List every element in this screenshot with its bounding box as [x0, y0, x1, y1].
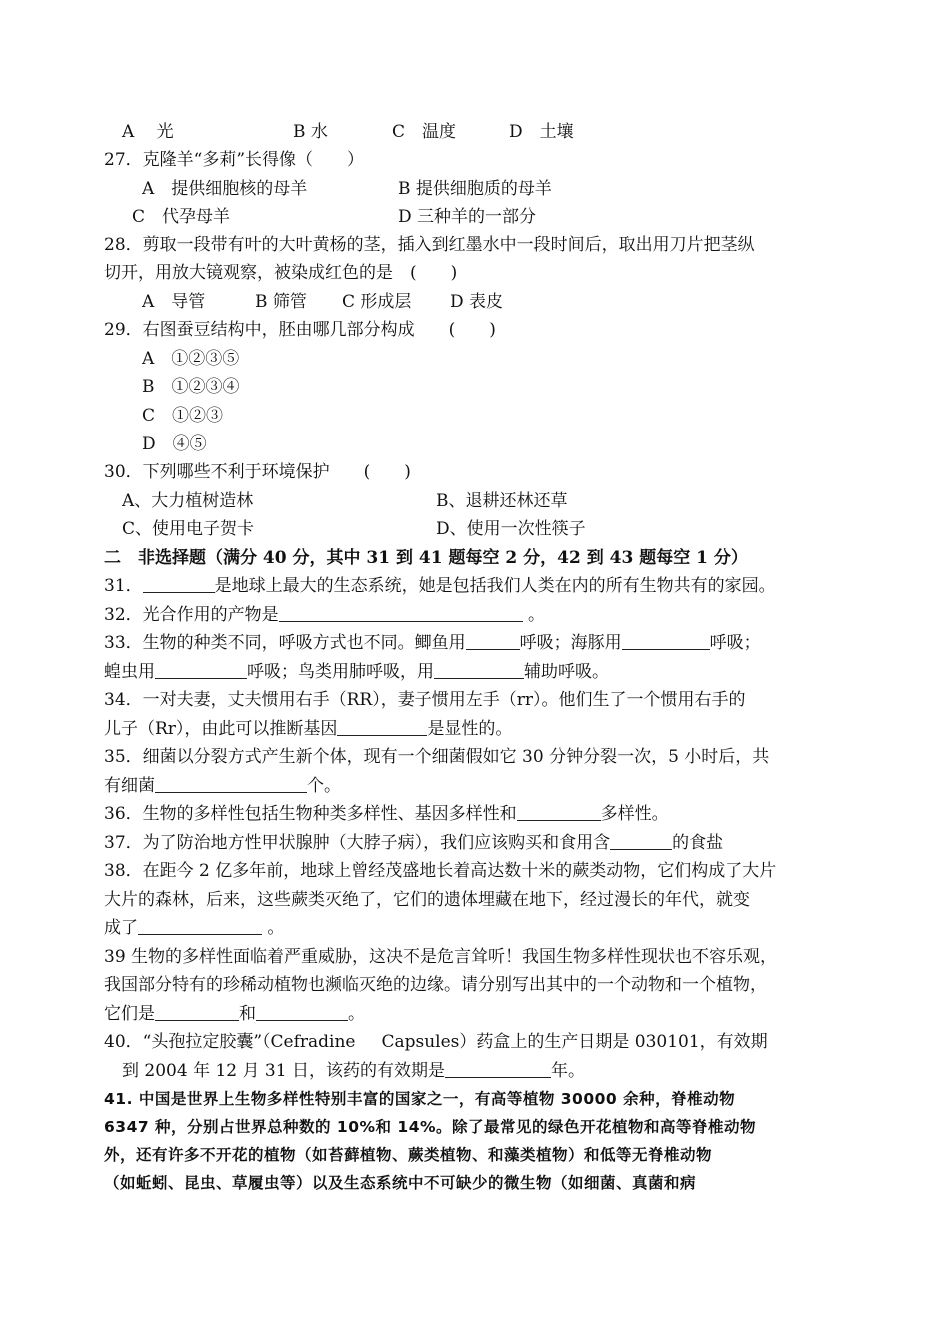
- q39-blank-plant[interactable]: [256, 1002, 348, 1021]
- q26-option-d: D 土壤: [509, 122, 574, 142]
- q33-text-2: 呼吸；海豚用: [519, 633, 622, 653]
- q27-stem: 27．克隆羊“多莉”长得像（ ）: [104, 150, 365, 170]
- q36: [104, 800, 669, 828]
- q28-option-c: C 形成层: [342, 292, 412, 312]
- q38-line1: 38．在距今 2 亿多年前，地球上曾经茂盛地长着高达数十米的蕨类动物，它们构成了大片: [104, 861, 777, 881]
- q32-end: 。: [522, 605, 546, 625]
- q30-option-c: C、使用电子贺卡: [122, 519, 255, 539]
- q40-end: 年。: [550, 1061, 585, 1081]
- q29-option-d: D ④⑤: [142, 434, 207, 454]
- q39-text-1: 它们是: [104, 1004, 155, 1024]
- q33-text-3: 呼吸；: [709, 633, 761, 653]
- q41-line4: （如蚯蚓、昆虫、草履虫等）以及生态系统中不可缺少的微生物（如细菌、真菌和病: [104, 1174, 697, 1192]
- q40-text-1: 40．“头孢拉定胶囊”（Cefradine: [104, 1032, 356, 1052]
- q32-text: 32．光合作用的产物是: [104, 605, 279, 625]
- q40-line2: [122, 1057, 585, 1085]
- q37-end: 的食盐: [672, 833, 724, 853]
- q30-option-d: D、使用一次性筷子: [436, 519, 586, 539]
- q28-stem-line2: 切开，用放大镜观察，被染成红色的是 ( ): [104, 263, 458, 283]
- q31-answer-blank[interactable]: [143, 574, 215, 593]
- q31: [104, 572, 776, 600]
- q34-line2: [104, 715, 512, 743]
- q41-line1: 41. 中国是世界上生物多样性特别丰富的国家之一，有高等植物 30000 余种，脊椎动物: [104, 1090, 736, 1108]
- q32: [104, 601, 545, 629]
- q27-option-c: C 代孕母羊: [132, 207, 231, 227]
- q40-line1: [104, 1028, 768, 1056]
- section2-heading: 二 非选择题（满分 40 分，其中 31 到 41 题每空 2 分，42 到 43 题每空 1 分）: [104, 548, 748, 568]
- q34-line1: 34．一对夫妻，丈夫惯用右手（RR），妻子惯用左手（rr）。他们生了一个惯用右手的: [104, 690, 746, 710]
- q39-line2: 我国部分特有的珍稀动植物也濒临灭绝的边缘。请分别写出其中的一个动物和一个植物，: [104, 975, 767, 995]
- q33-line1: [104, 629, 761, 657]
- q31-text: 是地球上最大的生态系统，她是包括我们人类在内的所有生物共有的家园。: [214, 576, 776, 596]
- q35-text-1: 有细菌: [104, 776, 155, 796]
- q26-option-c: C 温度: [392, 122, 457, 142]
- q37-answer-blank[interactable]: [610, 831, 672, 850]
- q38-line2: 大片的森林，后来，这些蕨类灭绝了，它们的遗体埋藏在地下，经过漫长的年代，就变: [104, 890, 750, 910]
- q34-text-1: 儿子（Rr），由此可以推断基因: [104, 719, 338, 739]
- q38-text-1: 成了: [104, 918, 138, 938]
- q36-text: 36．生物的多样性包括生物种类多样性、基因多样性和: [104, 804, 517, 824]
- q33-text-4: 蝗虫用: [104, 662, 155, 682]
- q28-stem-line1: 28．剪取一段带有叶的大叶黄杨的茎，插入到红墨水中一段时间后，取出用刀片把茎纵: [104, 235, 755, 255]
- q39-line3: [104, 1000, 365, 1028]
- q27-option-b: B 提供细胞质的母羊: [398, 179, 552, 199]
- q28-option-b: B 筛管: [255, 292, 307, 312]
- q33-text-6: 辅助呼吸。: [524, 662, 609, 682]
- q27-option-d: D 三种羊的一部分: [398, 207, 537, 227]
- q34-text-2: 是显性的。: [427, 719, 513, 739]
- q37-text: 37．为了防治地方性甲状腺肿（大脖子病），我们应该购买和食用含: [104, 833, 611, 853]
- q37: [104, 829, 723, 857]
- q33-blank-bird[interactable]: [434, 660, 524, 679]
- q29-option-b: B ①②③④: [142, 377, 240, 397]
- q34-answer-blank[interactable]: [337, 717, 427, 736]
- q30-option-a: A、大力植树造林: [122, 491, 254, 511]
- q30-option-b: B、退耕还林还草: [436, 491, 568, 511]
- q28-option-d: D 表皮: [450, 292, 504, 312]
- q35-line1: 35．细菌以分裂方式产生新个体，现有一个细菌假如它 30 分钟分裂一次，5 小时后，共: [104, 747, 770, 767]
- q33-blank-dolphin[interactable]: [622, 631, 710, 650]
- q40-text-3: 到 2004 年 12 月 31 日，该药的有效期是: [122, 1061, 445, 1081]
- q32-answer-blank[interactable]: [279, 603, 523, 622]
- q29-stem: 29．右图蚕豆结构中，胚由哪几部分构成 ( ): [104, 320, 496, 340]
- q38-end: 。: [262, 918, 285, 938]
- q38-line3: [104, 914, 284, 942]
- q33-line2: [104, 658, 609, 686]
- q26-option-a: A 光: [122, 122, 174, 142]
- q39-blank-animal[interactable]: [155, 1002, 239, 1021]
- q27-option-a: A 提供细胞核的母羊: [142, 179, 308, 199]
- q41-line3: 外，还有许多不开花的植物（如苔藓植物、蕨类植物、和藻类植物）和低等无脊椎动物: [104, 1146, 713, 1164]
- q40-answer-blank[interactable]: [445, 1059, 551, 1078]
- q26-option-b: B 水: [293, 122, 328, 142]
- q39-text-2: 和: [239, 1004, 256, 1024]
- q41-line2: 6347 种，分别占世界总种数的 10%和 14%。除了最常见的绿色开花植物和高等脊椎动物: [104, 1118, 757, 1136]
- q35-text-2: 个。: [307, 776, 341, 796]
- q33-text-5: 呼吸；鸟类用肺呼吸，用: [247, 662, 434, 682]
- q36-end: 多样性。: [600, 804, 669, 824]
- q39-end: 。: [348, 1004, 365, 1024]
- q29-option-c: C ①②③: [142, 406, 224, 426]
- q40-text-2: Capsules）药盒上的生产日期是 030101，有效期: [381, 1032, 768, 1052]
- q35-answer-blank[interactable]: [155, 774, 307, 793]
- q39-line1: 39 生物的多样性面临着严重威胁，这决不是危言耸听！我国生物多样性现状也不容乐观，: [104, 947, 778, 967]
- q33-blank-locust[interactable]: [155, 660, 247, 679]
- q36-answer-blank[interactable]: [517, 802, 601, 821]
- q29-option-a: A ①②③⑤: [142, 349, 240, 369]
- q33-blank-crucian[interactable]: [466, 631, 520, 650]
- q28-option-a: A 导管: [142, 292, 206, 312]
- q35-line2: [104, 772, 341, 800]
- q31-number: 31．: [104, 576, 143, 596]
- q38-answer-blank[interactable]: [138, 916, 262, 935]
- q33-text-1: 33．生物的种类不同，呼吸方式也不同。鲫鱼用: [104, 633, 466, 653]
- q30-stem: 30．下列哪些不利于环境保护 ( ): [104, 462, 411, 482]
